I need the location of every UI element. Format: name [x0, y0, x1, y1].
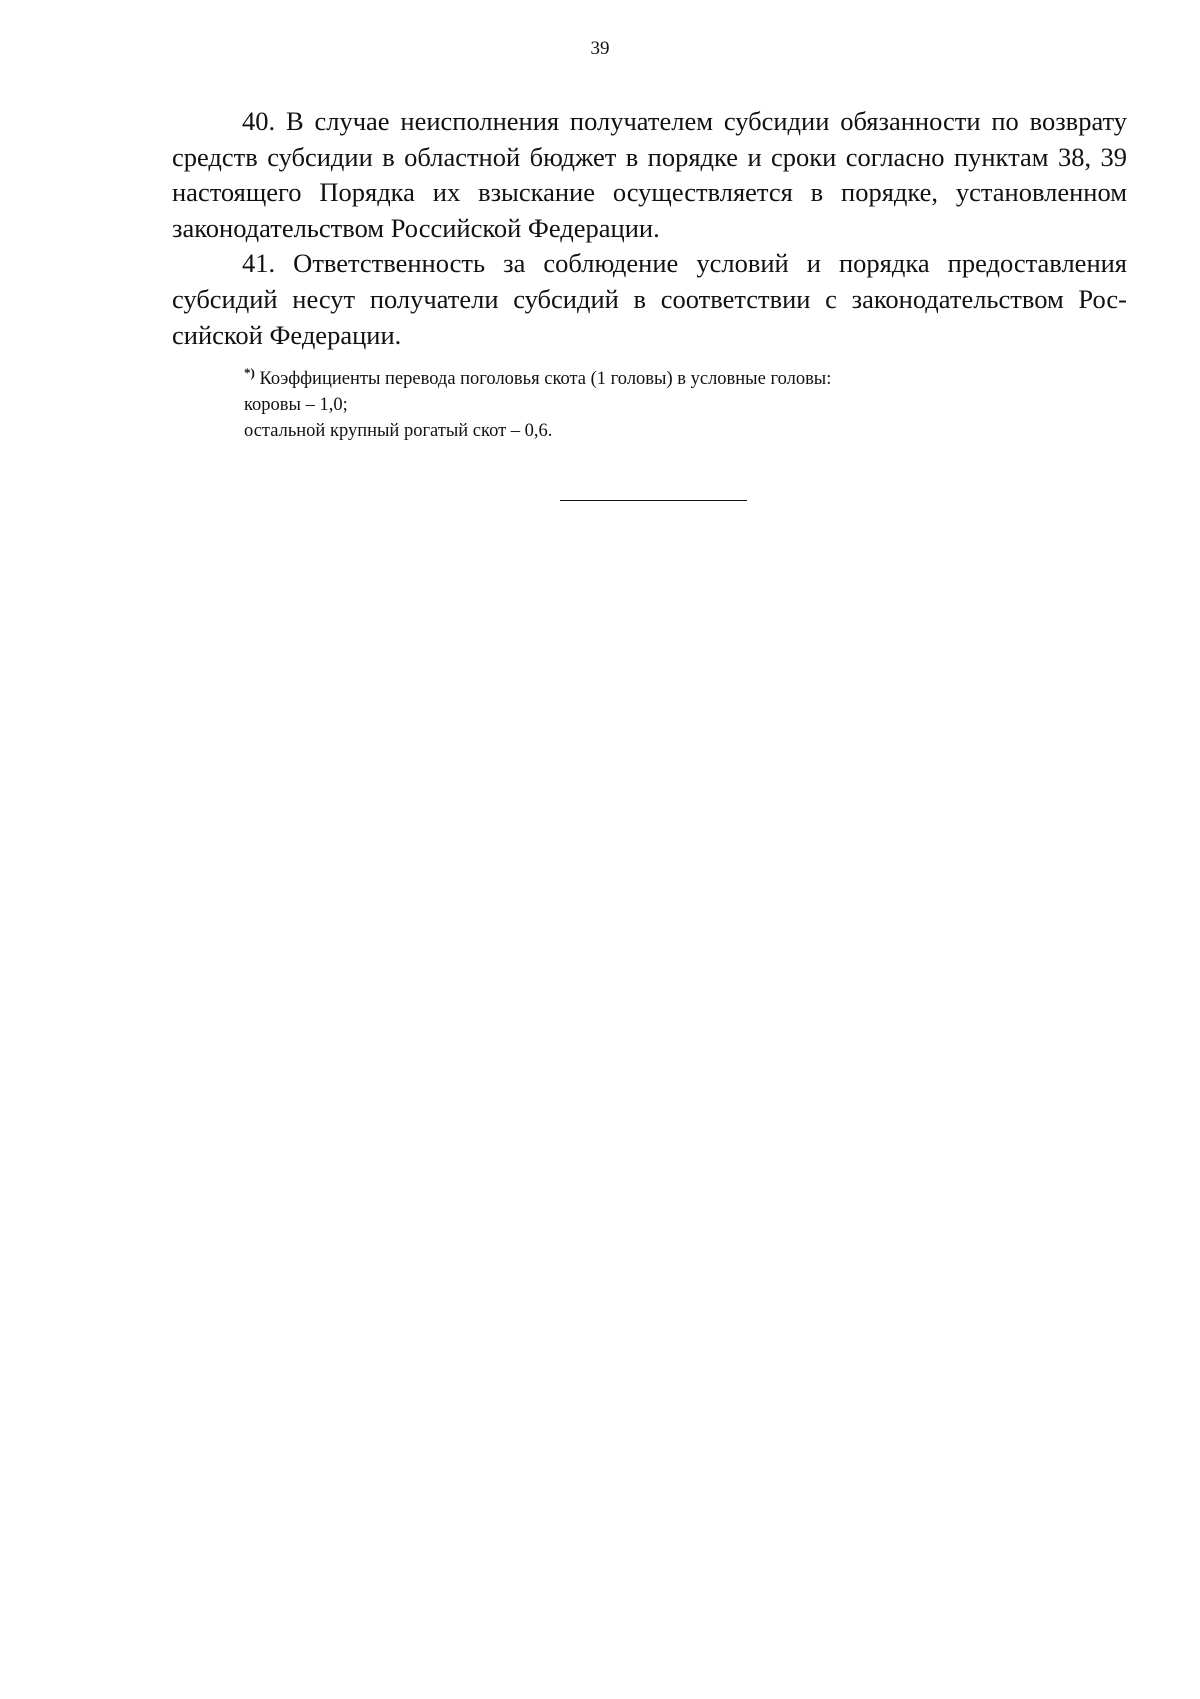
footnote-line-2: коровы – 1,0;	[244, 395, 348, 415]
paragraph-41: 41. Ответственность за соблюдение условий и порядка предоставления субсидий несут получатели субсидий в соответствии с законодательством Российской Федерации.	[172, 248, 1127, 350]
footnote-line-1	[244, 366, 1124, 392]
page-number: 39	[590, 38, 610, 59]
end-rule	[560, 500, 747, 501]
footnote-marker: *)	[244, 365, 255, 380]
footnote-line-3: остальной крупный рогатый скот – 0,6.	[244, 421, 553, 441]
paragraph-40: 40. В случае неисполнения получателем субсидии обязанности по возврату средств субсидии в областной бюджет в порядке и сроки согласно пунктам 38, 39 настоящего Порядка их взыскание осуществляется в порядке, установленном законодательством Российской Федерации.	[172, 106, 1127, 243]
footnote-text: Коэффициенты перевода поголовья скота (1 головы) в условные головы:	[259, 369, 832, 389]
body-text	[172, 104, 1127, 353]
footnote	[244, 366, 1124, 444]
